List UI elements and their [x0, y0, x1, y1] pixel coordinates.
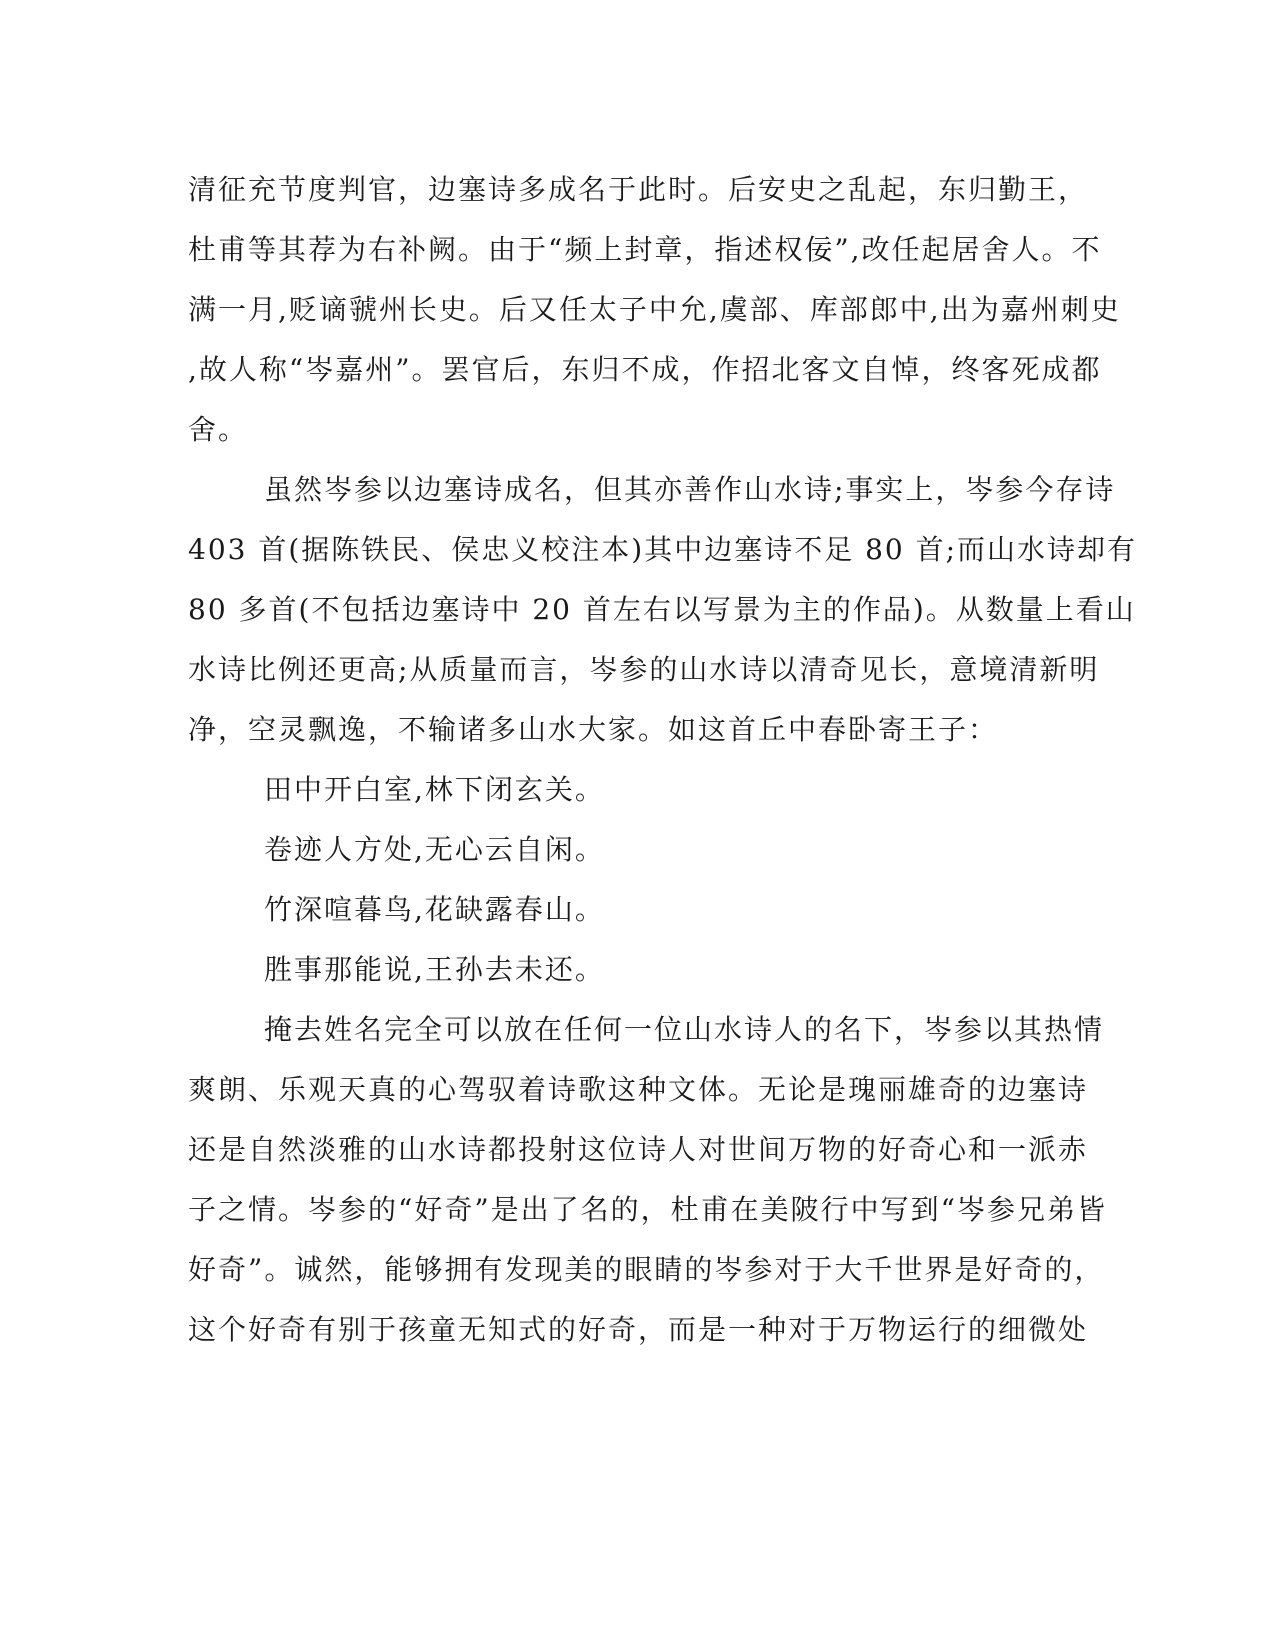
- text-line: 清征充节度判官，边塞诗多成名于此时。后安史之乱起，东归勤王，: [188, 173, 1089, 206]
- text-line: 净，空灵飘逸，不输诸多山水大家。如这首丘中春卧寄王子：: [188, 713, 999, 746]
- poem-line: 竹深喧暮鸟,花缺露春山。: [264, 893, 605, 926]
- text-line: 403 首(据陈铁民、侯忠义校注本)其中边塞诗不足 80 首;而山水诗却有: [188, 533, 1138, 566]
- text-line: 子之情。岑参的“好奇”是出了名的，杜甫在美陂行中写到“岑参兄弟皆: [188, 1193, 1107, 1226]
- poem-line: 胜事那能说,王孙去未还。: [264, 953, 605, 986]
- text-line: 满一月,贬谪虢州长史。后又任太子中允,虞部、库部郎中,出为嘉州刺史: [188, 293, 1121, 326]
- text-line: 80 多首(不包括边塞诗中 20 首左右以写景为主的作品)。从数量上看山: [188, 593, 1136, 626]
- text-line: 这个好奇有别于孩童无知式的好奇，而是一种对于万物运行的细微处: [188, 1313, 1089, 1346]
- text-line: 爽朗、乐观天真的心驾驭着诗歌这种文体。无论是瑰丽雄奇的边塞诗: [188, 1073, 1089, 1106]
- body-text: [188, 160, 1138, 1360]
- text-line: 舍。: [188, 413, 249, 446]
- poem-line: 卷迹人方处,无心云自闲。: [264, 833, 605, 866]
- text-line: 好奇”。诚然，能够拥有发现美的眼睛的岑参对于大千世界是好奇的，: [188, 1253, 1105, 1286]
- text-line: 虽然岑参以边塞诗成名，但其亦善作山水诗;事实上，岑参今存诗: [264, 473, 1116, 506]
- text-line: 水诗比例还更高;从质量而言，岑参的山水诗以清奇见长，意境清新明: [188, 653, 1100, 686]
- text-line: 杜甫等其荐为右补阙。由于“频上封章，指述权佞”,改任起居舍人。不: [188, 233, 1102, 266]
- text-line: 掩去姓名完全可以放在任何一位山水诗人的名下，岑参以其热情: [264, 1013, 1105, 1046]
- text-line: ,故人称“岑嘉州”。罢官后，东归不成，作招北客文自悼，终客死成都: [188, 353, 1102, 386]
- poem-line: 田中开白室,林下闭玄关。: [264, 773, 605, 806]
- text-line: 还是自然淡雅的山水诗都投射这位诗人对世间万物的好奇心和一派赤: [188, 1133, 1089, 1166]
